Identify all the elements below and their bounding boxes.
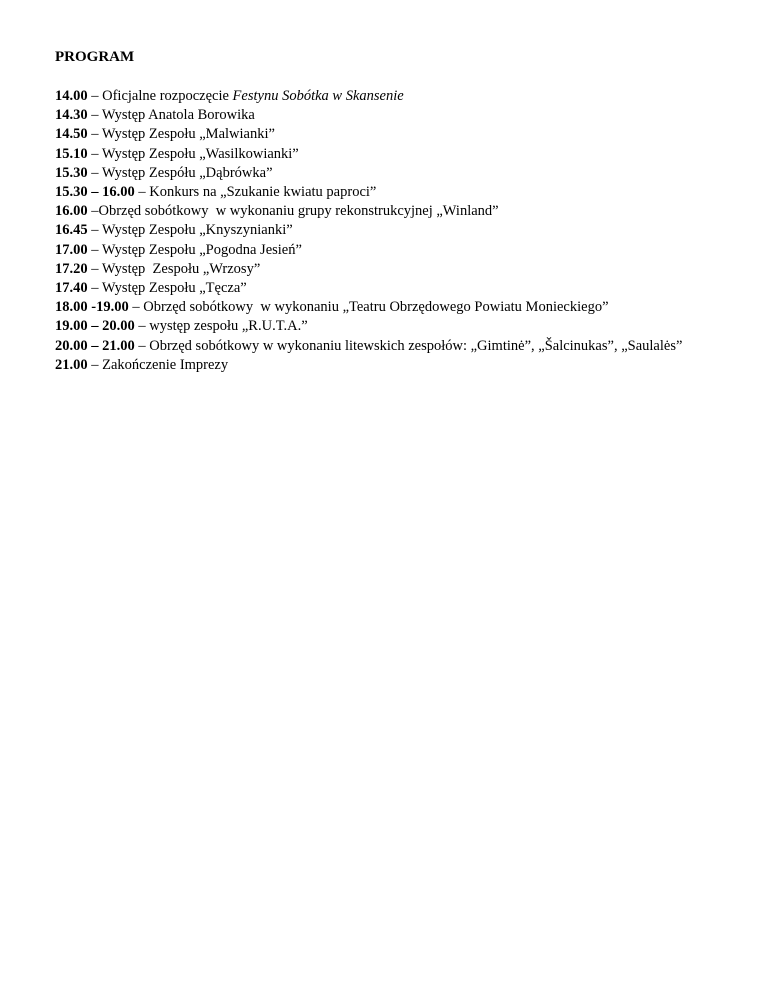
item-time: 17.20 [55,260,88,277]
item-text: – Występ Zespołu „Wrzosy” [87,260,261,277]
item-text: – Obrzęd sobótkowy w wykonaniu „Teatru Obrzędowego Powiatu Monieckiego” [128,299,609,316]
item-text: – Obrzęd sobótkowy w wykonaniu litewskich zespołów: „Gimtinė”, „Šalcinukas”, „Saulalės” [134,337,683,354]
item-text: – Konkurs na „Szukanie kwiatu paproci” [134,184,377,201]
program-item [55,106,760,125]
item-text: – Oficjalne rozpoczęcie [87,88,233,104]
item-text: –Obrzęd sobótkowy w wykonaniu grupy rekonstrukcyjnej „Winland” [87,203,499,220]
item-time: 16.45 [55,222,88,239]
item-time: 16.00 [55,203,88,220]
item-italic-text: Festynu Sobótka w Skansenie [232,88,404,104]
item-text: – występ zespołu „R.U.T.A.” [134,318,308,335]
item-time: 21.00 [55,356,88,373]
item-text: – Występ Zespołu „Tęcza” [87,280,247,297]
item-time: 20.00 – 21.00 [55,337,135,354]
program-heading: PROGRAM [55,49,135,65]
item-time: 19.00 – 20.00 [55,318,135,335]
item-time: 14.50 [55,126,88,143]
item-time: 15.30 – 16.00 [55,184,135,201]
program-item [55,145,760,164]
item-time: 15.30 [55,164,88,181]
program-item [55,279,760,298]
item-text: – Występ Zespółu „Dąbrówka” [87,164,273,181]
item-text: – Występ Zespołu „Wasilkowianki” [87,145,299,162]
program-item [55,87,760,106]
program-item [55,202,760,221]
item-text: – Występ Zespołu „Knyszynianki” [87,222,293,239]
program-item [55,164,760,183]
program-document [55,48,760,375]
item-time: 14.00 [55,88,88,104]
program-item [55,183,760,202]
program-item [55,298,760,317]
item-time: 17.00 [55,241,88,258]
item-text: – Występ Zespołu „Pogodna Jesień” [87,241,302,258]
item-text: – Zakończenie Imprezy [87,356,229,373]
item-time: 17.40 [55,280,88,297]
item-text: – Występ Anatola Borowika [87,107,255,124]
program-item [55,125,760,144]
item-time: 18.00 -19.00 [55,299,129,316]
item-time: 14.30 [55,107,88,124]
item-time: 15.10 [55,145,88,162]
item-text: – Występ Zespołu „Malwianki” [87,126,275,143]
program-item [55,221,760,240]
program-item [55,337,760,356]
program-item [55,356,760,375]
program-item [55,260,760,279]
program-item [55,317,760,336]
program-item [55,241,760,260]
